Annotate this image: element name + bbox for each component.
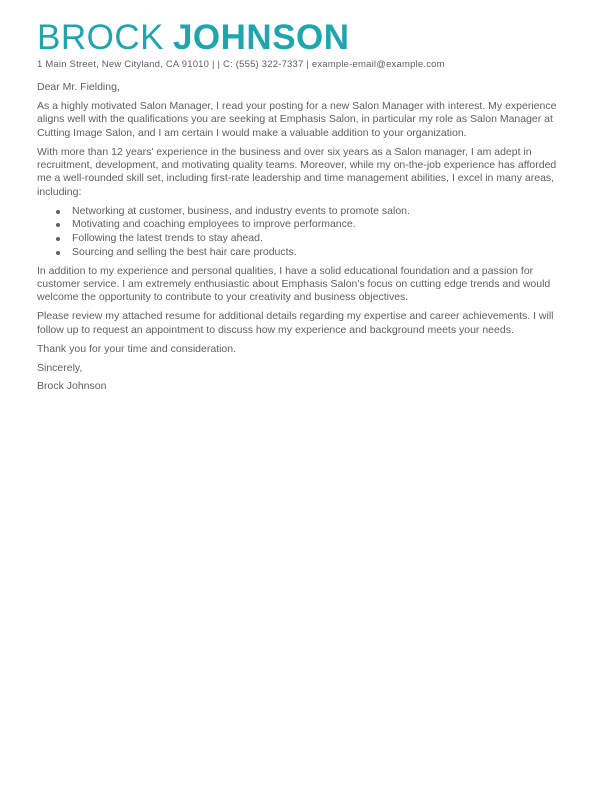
- bullet-dot-icon: [56, 223, 60, 227]
- paragraph-experience: With more than 12 years' experience in the business and over six years as a Salon manager, I am adept in recruitment, development, and motivating quality teams. Moreover, while my on-the-job experience has afforded me a well-rounded skill set, including first-rate leadership and time management abilities, I excel in many areas, including:: [37, 145, 557, 198]
- paragraph-thanks: Thank you for your time and consideration.: [37, 342, 237, 355]
- letter-header: [37, 20, 574, 70]
- valediction: Sincerely,: [37, 361, 83, 374]
- bullet-dot-icon: [56, 237, 60, 241]
- bullet-text: Sourcing and selling the best hair care products.: [72, 245, 297, 258]
- skills-bullet-list: [37, 205, 573, 259]
- candidate-last-name: JOHNSON: [172, 18, 350, 57]
- candidate-name: [37, 20, 574, 55]
- bullet-dot-icon: [56, 210, 60, 214]
- contact-line: 1 Main Street, New Cityland, CA 91010 | | C: (555) 322-7337 | example-email@example.com: [37, 59, 445, 70]
- paragraph-resume: Please review my attached resume for additional details regarding my expertise and career achievements. I will follow up to request an appointment to discuss how my experience and background meets your needs.: [37, 310, 554, 336]
- bullet-item: [37, 232, 573, 246]
- signature-name: Brock Johnson: [37, 380, 107, 393]
- bullet-text: Motivating and coaching employees to improve performance.: [72, 218, 356, 231]
- paragraph-intro: As a highly motivated Salon Manager, I read your posting for a new Salon Manager with interest. My experience aligns well with the qualifications you are seeking at Emphasis Salon, in particular my role as Salon Manager at Cutting Image Salon, and I am certain I would make a valuable addition to your organization.: [37, 99, 557, 139]
- paragraph-education: In addition to my experience and personal qualities, I have a solid educational foundation and a passion for customer service. I am extremely enthusiastic about Emphasis Salon's focus on cutting edge trends and would welcome the opportunity to contribute to your creativity and business objectives.: [37, 264, 551, 304]
- salutation: Dear Mr. Fielding,: [37, 81, 120, 93]
- bullet-dot-icon: [56, 251, 60, 255]
- bullet-item: [37, 246, 573, 260]
- bullet-text: Networking at customer, business, and industry events to promote salon.: [72, 204, 410, 217]
- letter-body: [37, 81, 573, 394]
- bullet-text: Following the latest trends to stay ahead.: [72, 231, 263, 244]
- candidate-first-name: BROCK: [37, 18, 164, 57]
- bullet-item: [37, 218, 573, 232]
- bullet-item: [37, 205, 573, 219]
